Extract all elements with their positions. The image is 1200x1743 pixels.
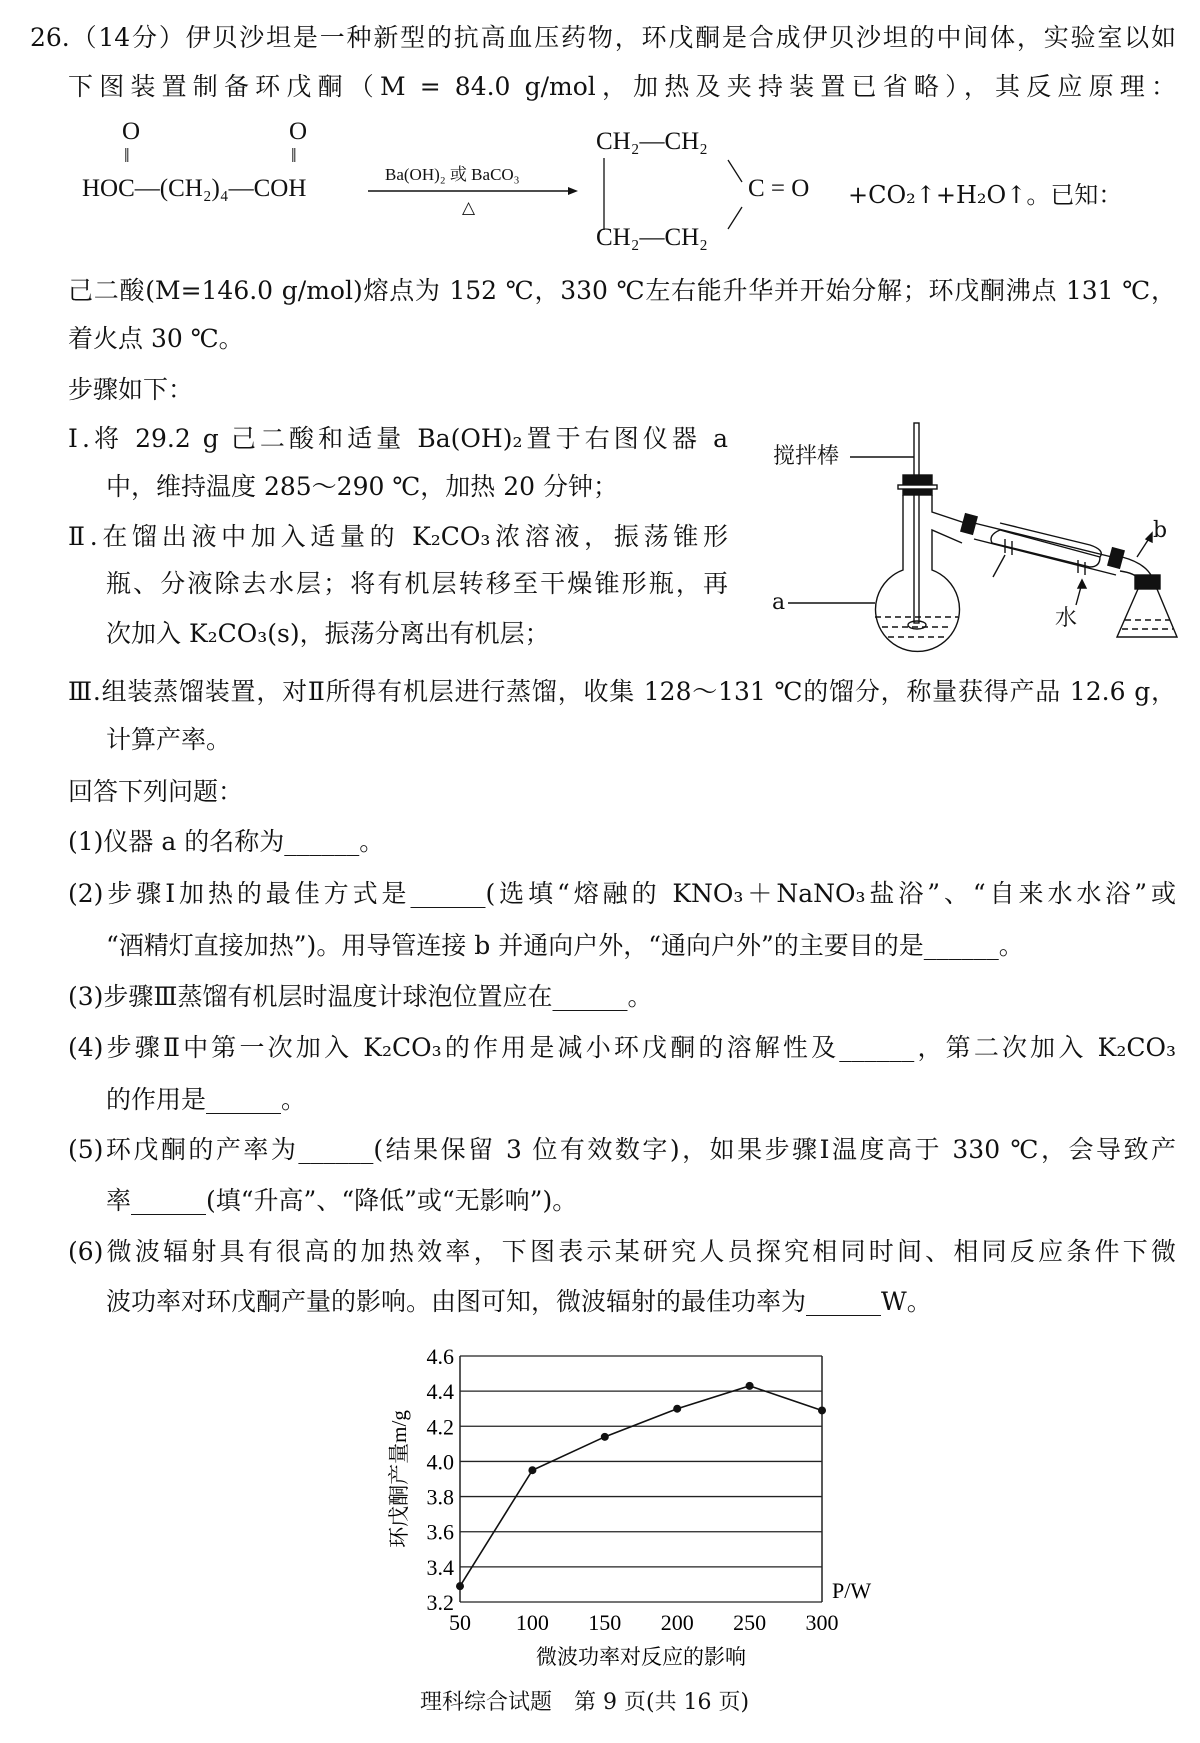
data-point <box>528 1466 536 1474</box>
power-yield-chart <box>370 1330 930 1670</box>
reaction-products: +CO₂↑+H₂O↑。已知： <box>848 181 1123 209</box>
x-tick-label: 200 <box>660 1610 694 1635</box>
ring-top: CH₂—CH₂ <box>596 128 708 155</box>
step-3-line-2: 计算产率。 <box>106 725 232 754</box>
step-2-line-1: Ⅱ.在馏出液中加入适量的 K₂CO₃浓溶液，振荡锥形 <box>68 522 728 551</box>
ring-bonds <box>596 155 756 235</box>
data-point <box>601 1433 609 1441</box>
known-line-1: 己二酸(M=146.0 g/mol)熔点为 152 ℃，330 ℃左右能升华并开始分解；环戊酮沸点 131 ℃， <box>68 276 1176 305</box>
y-tick-label: 3.8 <box>426 1484 454 1510</box>
y-tick-label: 4.6 <box>426 1344 454 1369</box>
data-point <box>746 1382 754 1390</box>
flask-label-a: a <box>772 590 786 615</box>
series-line <box>460 1386 822 1586</box>
step-2-line-2: 瓶、分液除去水层；将有机层转移至干燥锥形瓶，再 <box>106 569 728 598</box>
x-axis-label: P/W <box>832 1578 872 1603</box>
x-tick-label: 300 <box>805 1610 839 1635</box>
carbonyl-o-right: O <box>289 118 308 145</box>
erlenmeyer-flask <box>1117 589 1177 637</box>
known-line-2: 着火点 30 ℃。 <box>68 324 244 353</box>
heat-symbol: △ <box>462 198 476 217</box>
chart-title: 微波功率对反应的影响 <box>536 1645 746 1669</box>
y-tick-label: 4.0 <box>426 1449 454 1475</box>
water-label: 水 <box>1055 606 1078 631</box>
steps-title: 步骤如下： <box>68 375 194 404</box>
question-3: (3)步骤Ⅲ蒸馏有机层时温度计球泡位置应在______。 <box>68 982 653 1011</box>
y-tick-label: 3.4 <box>426 1554 454 1580</box>
reactant-formula: HOC—(CH₂)₄—COH <box>82 175 307 202</box>
double-bond-right: ‖ <box>291 145 297 167</box>
stirrer-label: 搅拌棒 <box>773 444 840 469</box>
carbonyl-o-left: O <box>122 118 141 145</box>
flask-stopper-small <box>1135 575 1160 589</box>
y-tick-label: 4.4 <box>426 1379 454 1405</box>
y-tick-label: 3.2 <box>426 1590 454 1615</box>
y-tick-label: 4.2 <box>426 1414 454 1440</box>
question-4-line-2: 的作用是______。 <box>106 1085 307 1114</box>
question-5-line-1: (5)环戊酮的产率为______(结果保留 3 位有效数字)，如果步骤Ⅰ温度高于 330 ℃，会导致产 <box>68 1135 1176 1164</box>
question-5-line-2: 率______(填“升高”、“降低”或“无影响”)。 <box>106 1186 578 1215</box>
question-2-line-1: (2)步骤Ⅰ加热的最佳方式是______(选填“熔融的 KNO₃＋NaNO₃盐浴”、“自来水水浴”或 <box>68 879 1176 908</box>
step-1-line-1: Ⅰ.将 29.2 g 己二酸和适量 Ba(OH)₂置于右图仪器 a <box>68 424 728 453</box>
distillation-apparatus <box>760 415 1190 655</box>
page-footer: 理科综合试题 第 9 页(共 16 页) <box>420 1690 750 1715</box>
x-tick-label: 50 <box>449 1610 471 1635</box>
x-tick-label: 150 <box>588 1610 622 1635</box>
question-intro-line: 下图装置制备环戊酮（M = 84.0 g/mol，加热及夹持装置已省略），其反应原理： <box>68 72 1176 101</box>
ring-bottom: CH₂—CH₂ <box>596 224 708 251</box>
x-tick-label: 100 <box>515 1610 549 1635</box>
reaction-arrow <box>368 185 580 197</box>
step-1-line-2: 中，维持温度 285～290 ℃，加热 20 分钟； <box>106 472 619 501</box>
step-3-line-1: Ⅲ.组装蒸馏装置，对Ⅱ所得有机层进行蒸馏，收集 128～131 ℃的馏分，称量获得产品 12.6 g， <box>68 677 1176 706</box>
outlet-label-b: b <box>1153 518 1168 543</box>
carbonyl-group: C = O <box>748 175 810 202</box>
reaction-condition: Ba(OH)₂ 或 BaCO₃ <box>385 165 520 184</box>
question-1: (1)仪器 a 的名称为______。 <box>68 827 385 856</box>
y-tick-label: 3.6 <box>426 1519 454 1545</box>
question-6-line-1: (6)微波辐射具有很高的加热效率，下图表示某研究人员探究相同时间、相同反应条件下微 <box>68 1237 1176 1266</box>
data-point <box>456 1582 464 1590</box>
round-bottom-flask <box>876 495 966 651</box>
question-6-line-2: 波功率对环戊酮产量的影响。由图可知，微波辐射的最佳功率为______W。 <box>106 1287 932 1316</box>
data-point <box>818 1406 826 1414</box>
question-4-line-1: (4)步骤Ⅱ中第一次加入 K₂CO₃的作用是减小环戊酮的溶解性及______，第二次加入 K₂CO₃ <box>68 1033 1176 1062</box>
step-2-line-3: 次加入 K₂CO₃(s)，振荡分离出有机层； <box>106 619 550 648</box>
double-bond-left: ‖ <box>124 145 130 167</box>
questions-title: 回答下列问题： <box>68 777 244 806</box>
x-tick-label: 250 <box>733 1610 767 1635</box>
question-2-line-2: “酒精灯直接加热”)。用导管连接 b 并通向户外，“通向户外”的主要目的是______。 <box>106 931 1024 960</box>
data-point <box>673 1405 681 1413</box>
y-axis-label: 环戊酮产量m/g <box>387 1410 411 1548</box>
stirrer-rod <box>914 423 919 623</box>
question-header-line: 26.（14分）伊贝沙坦是一种新型的抗高血压药物，环戊酮是合成伊贝沙坦的中间体，实验室以如 <box>30 23 1176 52</box>
